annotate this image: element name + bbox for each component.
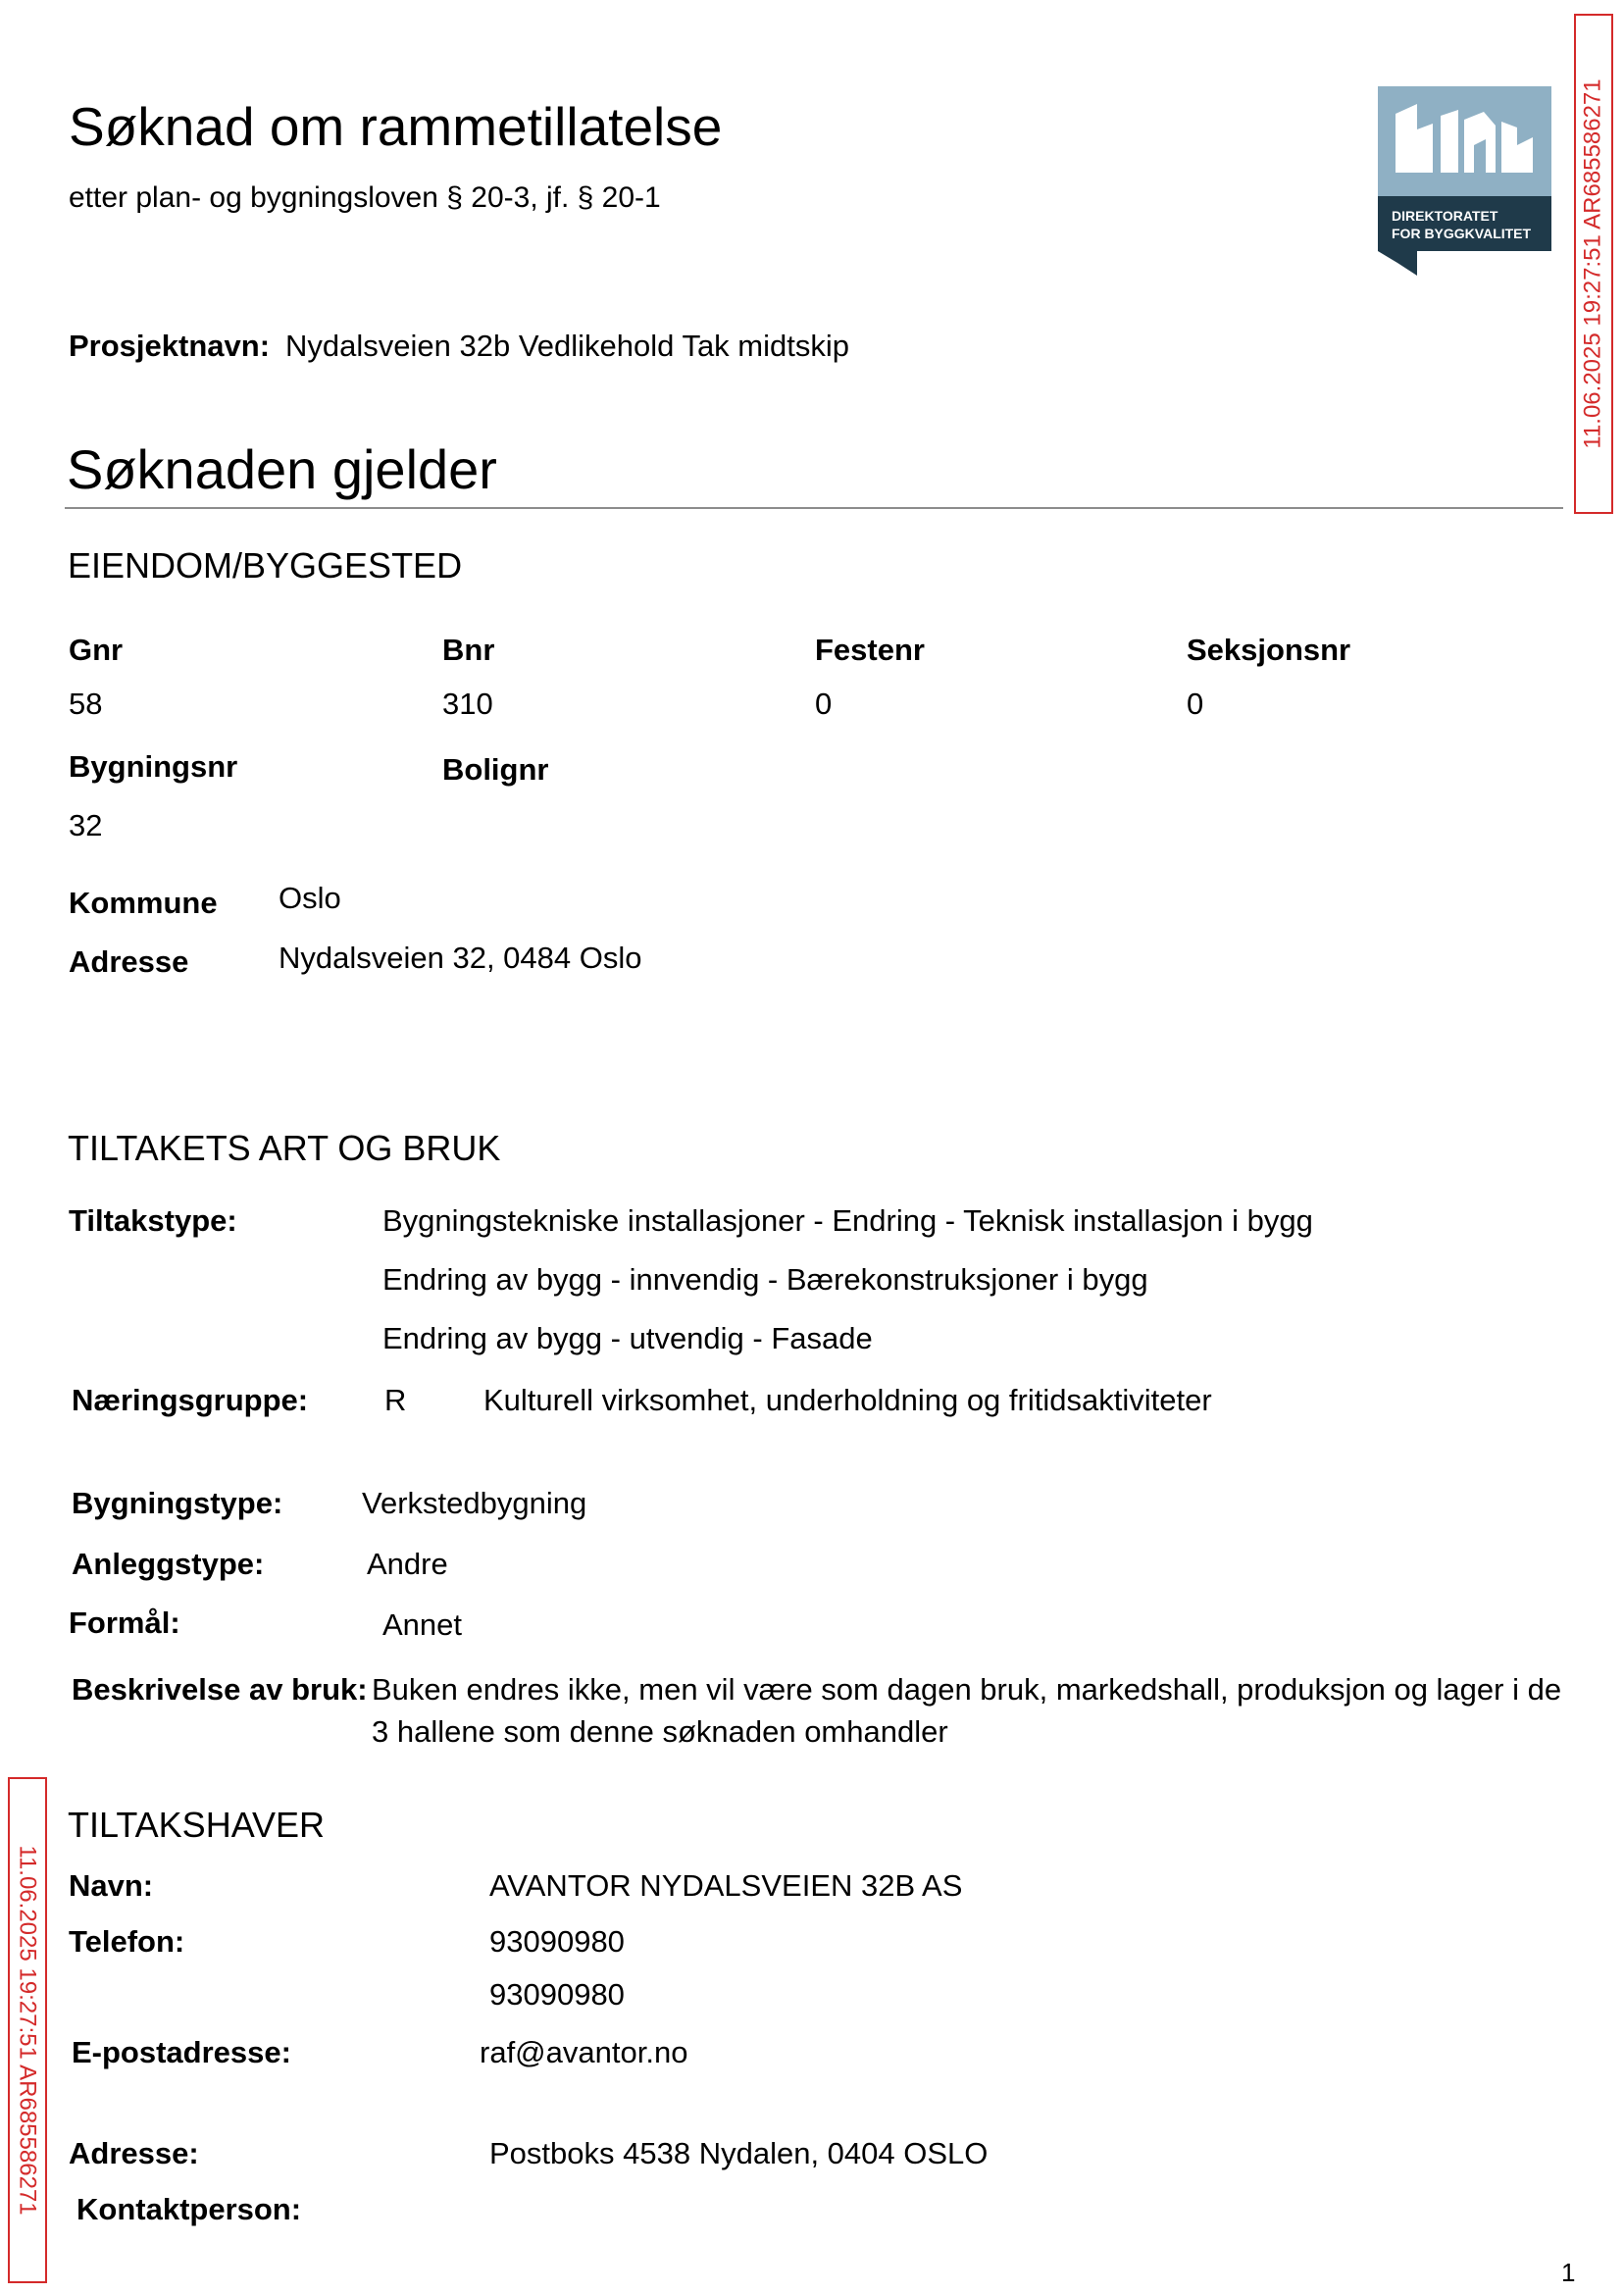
epost-value: raf@avantor.no	[480, 2035, 688, 2069]
formal-label: Formål:	[69, 1606, 180, 1640]
dibk-logo-icon	[1378, 86, 1551, 276]
beskrivelse-line: 3 hallene som denne søknaden omhandler	[372, 1714, 948, 1749]
formal-value: Annet	[382, 1607, 463, 1642]
navn-label: Navn:	[69, 1868, 154, 1903]
project-name-label: Prosjektnavn:	[69, 329, 271, 363]
telefon-label: Telefon:	[69, 1924, 185, 1959]
dibk-logo	[1378, 86, 1551, 276]
bygningsnr-label: Bygningsnr	[69, 749, 238, 784]
adresse-value: Nydalsveien 32, 0484 Oslo	[279, 941, 642, 975]
tiltakshaver-adresse-label: Adresse:	[69, 2136, 199, 2170]
seksjonsnr-value: 0	[1187, 687, 1204, 721]
document-title: Søknad om rammetillatelse	[69, 96, 723, 157]
bolignr-label: Bolignr	[442, 752, 549, 787]
eiendom-heading: EIENDOM/BYGGESTED	[68, 545, 463, 586]
tiltakstype-item: Endring av bygg - utvendig - Fasade	[382, 1321, 873, 1355]
anleggstype-value: Andre	[367, 1547, 448, 1581]
bygningsnr-value: 32	[69, 808, 103, 842]
gnr-label: Gnr	[69, 633, 124, 667]
bygningstype-label: Bygningstype:	[72, 1486, 283, 1520]
naeringsgruppe-value: Kulturell virksomhet, underholdning og fritidsaktiviteter	[483, 1383, 1212, 1417]
tiltak-heading: TILTAKETS ART OG BRUK	[68, 1128, 501, 1168]
bnr-label: Bnr	[442, 633, 495, 667]
project-name-value: Nydalsveien 32b Vedlikehold Tak midtskip	[285, 329, 849, 363]
naeringsgruppe-code: R	[384, 1383, 407, 1417]
epost-label: E-postadresse:	[72, 2035, 291, 2069]
anleggstype-label: Anleggstype:	[72, 1547, 265, 1581]
kontaktperson-label: Kontaktperson:	[76, 2192, 302, 2226]
telefon-value: 93090980	[489, 1924, 625, 1959]
kommune-value: Oslo	[279, 881, 341, 915]
bygningstype-value: Verkstedbygning	[362, 1486, 587, 1520]
svg-text:DIREKTORATET: DIREKTORATET	[1392, 208, 1498, 224]
tiltakstype-item: Bygningstekniske installasjoner - Endring - Teknisk installasjon i bygg	[382, 1203, 1313, 1238]
festenr-value: 0	[815, 687, 833, 721]
beskrivelse-label: Beskrivelse av bruk:	[72, 1672, 368, 1707]
section-title: Søknaden gjelder	[67, 438, 497, 500]
naeringsgruppe-label: Næringsgruppe:	[72, 1383, 309, 1417]
kommune-label: Kommune	[69, 886, 218, 920]
tiltakshaver-heading: TILTAKSHAVER	[68, 1805, 326, 1845]
timestamp-stamp-top	[1574, 14, 1613, 514]
gnr-value: 58	[69, 687, 103, 721]
seksjonsnr-label: Seksjonsnr	[1187, 633, 1351, 667]
tiltakstype-item: Endring av bygg - innvendig - Bærekonstruksjoner i bygg	[382, 1262, 1148, 1297]
tiltakstype-label: Tiltakstype:	[69, 1203, 237, 1238]
stamp-text: 11.06.2025 19:27:51 AR685586271	[1580, 78, 1606, 449]
svg-text:FOR BYGGKVALITET: FOR BYGGKVALITET	[1392, 226, 1532, 241]
adresse-label: Adresse	[69, 944, 189, 979]
navn-value: AVANTOR NYDALSVEIEN 32B AS	[489, 1868, 963, 1903]
stamp-text: 11.06.2025 19:27:51 AR685586271	[15, 1845, 41, 2216]
bnr-value: 310	[442, 687, 493, 721]
page-number: 1	[1561, 2258, 1576, 2287]
section-divider	[65, 507, 1563, 509]
timestamp-stamp-left	[8, 1777, 47, 2283]
beskrivelse-line: Buken endres ikke, men vil være som dagen bruk, markedshall, produksjon og lager i de	[372, 1672, 1562, 1707]
telefon-value: 93090980	[489, 1977, 625, 2012]
festenr-label: Festenr	[815, 633, 925, 667]
tiltakshaver-adresse-value: Postboks 4538 Nydalen, 0404 OSLO	[489, 2136, 989, 2170]
document-subtitle: etter plan- og bygningsloven § 20-3, jf. § 20-1	[69, 181, 661, 214]
